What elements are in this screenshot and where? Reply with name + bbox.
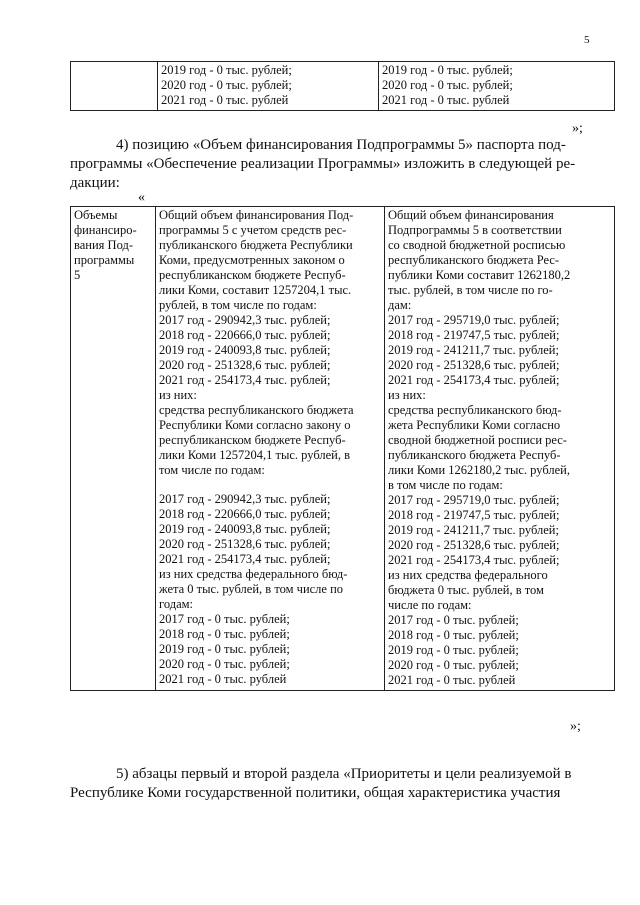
table-line [159,478,381,492]
table-line: 2020 год - 0 тыс. рублей; [388,658,519,672]
table-cell-label [71,207,156,691]
table-line: Общий объем финансирования [388,208,554,222]
table-line: республиканском бюджете Респуб- [159,268,346,282]
table-cell-current [156,207,385,691]
table-line: из них средства федерального [388,568,548,582]
table-line: Подпрограммы 5 в соответствии [388,223,562,237]
table-line: финансиро- [74,223,137,237]
table-line: дам: [388,298,412,312]
table-line: 2019 год - 240093,8 тыс. рублей; [159,343,331,357]
closing-quote: »; [570,719,581,734]
table-line: 2020 год - 0 тыс. рублей; [161,78,292,92]
table-line: 2021 год - 254173,4 тыс. рублей; [388,553,560,567]
table-cell-col3 [379,62,615,111]
table-line: 2020 год - 251328,6 тыс. рублей; [159,537,331,551]
table-row [71,207,615,691]
table-line: рублей, в том числе по годам: [159,298,317,312]
table-line: 2019 год - 241211,7 тыс. рублей; [388,343,559,357]
table-line: республиканского бюджета Рес- [388,253,560,267]
table-line: 2021 год - 254173,4 тыс. рублей; [388,373,560,387]
table-line: 2019 год - 0 тыс. рублей; [161,63,292,77]
table-line: 2017 год - 295719,0 тыс. рублей; [388,493,560,507]
table-line: средства республиканского бюджета [159,403,354,417]
table-cell-empty [71,62,158,111]
table-line: 2018 год - 219747,5 тыс. рублей; [388,508,560,522]
table-line: публиканского бюджета Республики [159,238,353,252]
paragraph-item-4 [70,136,616,193]
paragraph-item-5 [70,765,618,803]
financing-table [70,206,615,691]
table-line: 5 [74,268,81,282]
paragraph-line: Республике Коми государственной политики, общая характеристика участия [70,785,561,801]
page-number: 5 [584,34,590,46]
table-line: 2021 год - 0 тыс. рублей [159,672,287,686]
table-line: сводной бюджетной росписи рес- [388,433,567,447]
paragraph-line: 5) абзацы первый и второй раздела «Приоритеты и цели реализуемой в [116,766,572,782]
table-line: 2017 год - 290942,3 тыс. рублей; [159,313,331,327]
table-line: республиканском бюджете Респуб- [159,433,346,447]
table-line: Коми, предусмотренных законом о [159,253,345,267]
table-line: 2018 год - 219747,5 тыс. рублей; [388,328,560,342]
table-line: со сводной бюджетной росписью [388,238,566,252]
table-line: Республики Коми согласно закону о [159,418,351,432]
table-line: вания Под- [74,238,133,252]
table-line: публики Коми составит 1262180,2 [388,268,571,282]
table-line: 2020 год - 0 тыс. рублей; [382,78,513,92]
paragraph-line: дакции: [70,175,120,191]
table-line: из них: [159,388,197,402]
table-line: 2018 год - 0 тыс. рублей; [388,628,519,642]
table-line: бюджета 0 тыс. рублей, в том [388,583,544,597]
table-line: 2017 год - 295719,0 тыс. рублей; [388,313,560,327]
table-line: 2017 год - 0 тыс. рублей; [388,613,519,627]
table-line: 2020 год - 0 тыс. рублей; [159,657,290,671]
table-row [71,62,615,111]
table-line: 2020 год - 251328,6 тыс. рублей; [159,358,331,372]
table-line: 2020 год - 251328,6 тыс. рублей; [388,358,560,372]
paragraph-line: программы «Обеспечение реализации Программы» изложить в следующей ре- [70,156,576,172]
table-line: том числе по годам: [159,463,265,477]
table-cell-col2 [158,62,379,111]
table-line: годам: [159,597,193,611]
table-line: Объемы [74,208,118,222]
table-line: в том числе по годам: [388,478,503,492]
table-line: Общий объем финансирования Под- [159,208,354,222]
table-line: из них: [388,388,426,402]
table-line: тыс. рублей, в том числе по го- [388,283,553,297]
table-line: 2017 год - 0 тыс. рублей; [159,612,290,626]
top-table-fragment [70,61,615,111]
table-line: из них средства федерального бюд- [159,567,348,581]
table-line: 2018 год - 0 тыс. рублей; [159,627,290,641]
table-line: 2019 год - 0 тыс. рублей; [388,643,519,657]
table-line: 2019 год - 241211,7 тыс. рублей; [388,523,559,537]
table-line: средства республиканского бюд- [388,403,562,417]
table-line: 2021 год - 254173,4 тыс. рублей; [159,552,331,566]
table-line: 2021 год - 0 тыс. рублей [388,673,516,687]
opening-quote: « [138,190,145,205]
table-line: лики Коми, составит 1257204,1 тыс. [159,283,352,297]
table-line: лики Коми 1257204,1 тыс. рублей, в [159,448,351,462]
table-line: 2018 год - 220666,0 тыс. рублей; [159,328,331,342]
closing-quote: »; [572,121,583,136]
table-line: 2021 год - 0 тыс. рублей [161,93,289,107]
table-line: жета 0 тыс. рублей, в том числе по [159,582,344,596]
table-line: 2021 год - 254173,4 тыс. рублей; [159,373,331,387]
table-line: 2019 год - 0 тыс. рублей; [382,63,513,77]
table-line: 2019 год - 0 тыс. рублей; [159,642,290,656]
paragraph-line: 4) позицию «Объем финансирования Подпрограммы 5» паспорта под- [116,137,566,153]
table-line: программы 5 с учетом средств рес- [159,223,347,237]
table-line: публиканского бюджета Респуб- [388,448,561,462]
table-line: числе по годам: [388,598,472,612]
table-line: 2017 год - 290942,3 тыс. рублей; [159,492,331,506]
table-line: 2020 год - 251328,6 тыс. рублей; [388,538,560,552]
table-cell-new [385,207,615,691]
table-line: 2018 год - 220666,0 тыс. рублей; [159,507,331,521]
table-line: 2021 год - 0 тыс. рублей [382,93,510,107]
table-line: 2019 год - 240093,8 тыс. рублей; [159,522,331,536]
table-line: программы [74,253,135,267]
table-line: лики Коми 1262180,2 тыс. рублей, [388,463,570,477]
table-line: жета Республики Коми согласно [388,418,561,432]
